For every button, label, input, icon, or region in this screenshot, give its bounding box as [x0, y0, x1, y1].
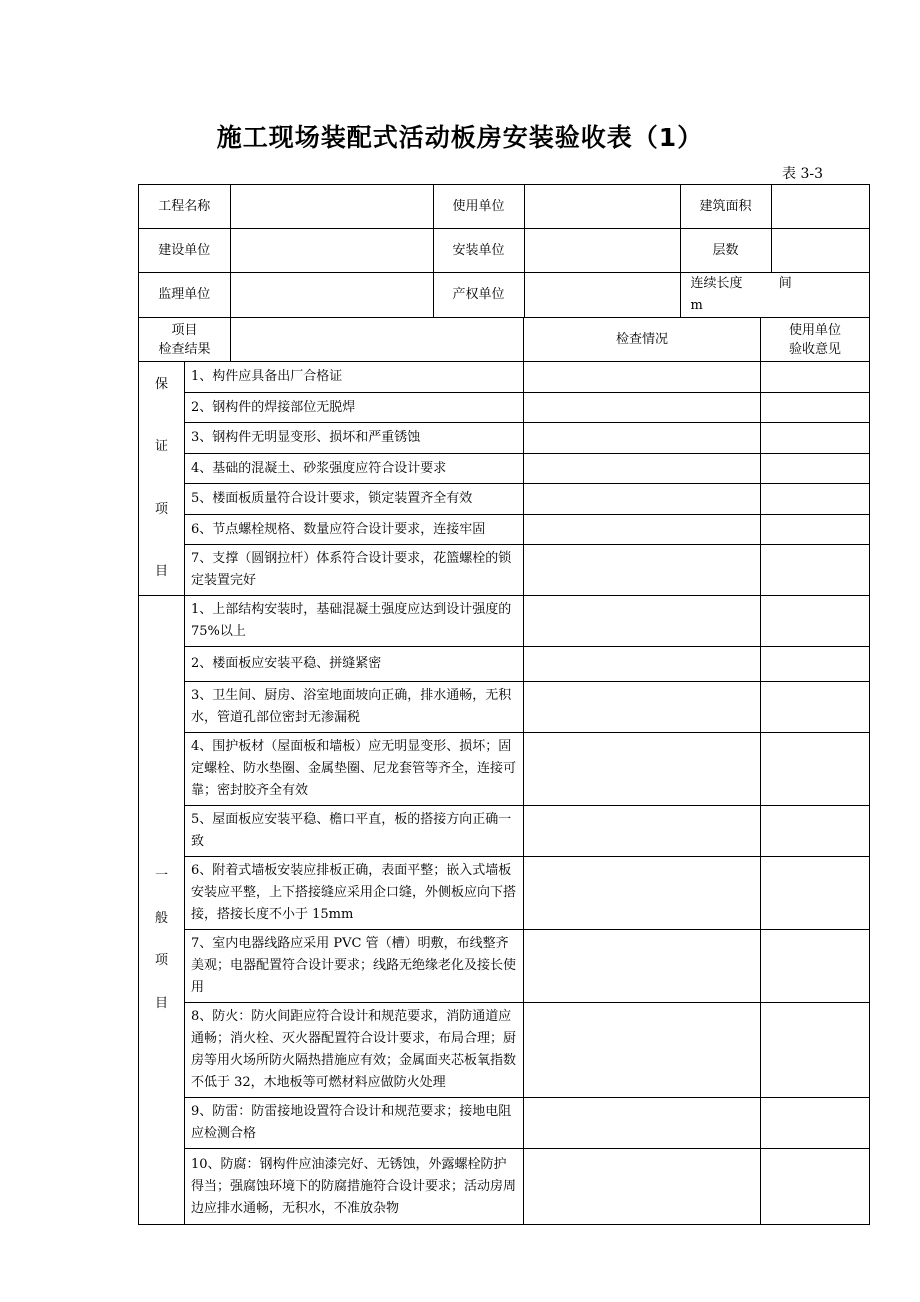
header-item-label: 项目: [171, 322, 198, 338]
guarantee-check-2[interactable]: [524, 393, 761, 423]
guarantee-opinion-5[interactable]: [761, 484, 870, 515]
guarantee-item-6: 6、节点螺栓规格、数量应符合设计要求，连接牢固: [185, 515, 524, 545]
guarantee-category: [139, 362, 185, 596]
general-opinion-1[interactable]: [761, 596, 870, 647]
meter-unit: m: [690, 298, 703, 313]
install-unit-value[interactable]: [524, 229, 680, 272]
supervision-unit-label: 监理单位: [139, 273, 230, 317]
guarantee-check-4[interactable]: [524, 454, 761, 484]
install-unit-label: 安装单位: [433, 229, 524, 272]
guarantee-char-1: 保: [154, 376, 168, 392]
general-check-2[interactable]: [524, 647, 761, 682]
guarantee-opinion-3[interactable]: [761, 423, 870, 454]
general-char-4: 目: [154, 995, 168, 1011]
guarantee-opinion-1[interactable]: [761, 362, 870, 393]
construction-unit-value[interactable]: [230, 229, 433, 272]
guarantee-char-4: 目: [154, 564, 168, 580]
general-check-5[interactable]: [524, 806, 761, 857]
length-label: 连续长度: [690, 276, 743, 291]
guarantee-opinion-4[interactable]: [761, 454, 870, 484]
general-item-4: 4、围护板材（屋面板和墙板）应无明显变形、损坏；固定螺栓、防水垫圈、金属垫圈、尼龙套管等齐全，连接可靠；密封胶齐全有效: [185, 733, 524, 806]
table-number: 表 3-3: [782, 166, 823, 182]
header-opinion-line2: 验收意见: [788, 341, 841, 357]
general-item-9: 9、防雷：防雷接地设置符合设计和规范要求；接地电阻应检测合格: [185, 1098, 524, 1149]
user-unit-value[interactable]: [524, 185, 680, 228]
guarantee-item-4: 4、基础的混凝土、砂浆强度应符合设计要求: [185, 454, 524, 484]
header-opinion-line1: 使用单位: [788, 322, 841, 338]
floors-label: 层数: [680, 229, 771, 272]
property-unit-value[interactable]: [524, 273, 680, 317]
page-title: 施工现场装配式活动板房安装验收表（1）: [216, 123, 704, 152]
general-opinion-4[interactable]: [761, 733, 870, 806]
general-check-6[interactable]: [524, 857, 761, 930]
supervision-unit-value[interactable]: [230, 273, 433, 317]
guarantee-item-2: 2、钢构件的焊接部位无脱焊: [185, 393, 524, 423]
general-check-7[interactable]: [524, 930, 761, 1003]
general-check-3[interactable]: [524, 682, 761, 733]
project-name-label: 工程名称: [139, 185, 230, 228]
guarantee-char-3: 项: [154, 501, 168, 517]
general-item-10: 10、防腐：钢构件应油漆完好、无锈蚀，外露螺栓防护得当；强腐蚀环境下的防腐措施符合设计要求；活动房周边应排水通畅，无积水，不准放杂物: [185, 1149, 524, 1225]
general-check-1[interactable]: [524, 596, 761, 647]
header-opinion-cell: [761, 318, 870, 362]
general-opinion-2[interactable]: [761, 647, 870, 682]
guarantee-opinion-2[interactable]: [761, 393, 870, 423]
guarantee-item-3: 3、钢构件无明显变形、损坏和严重锈蚀: [185, 423, 524, 454]
general-opinion-10[interactable]: [761, 1149, 870, 1225]
general-opinion-9[interactable]: [761, 1098, 870, 1149]
guarantee-check-7[interactable]: [524, 545, 761, 596]
general-check-4[interactable]: [524, 733, 761, 806]
general-category: [139, 596, 185, 1225]
info-row-2: [139, 229, 870, 273]
general-item-6: 6、附着式墙板安装应排板正确，表面平整；嵌入式墙板安装应平整，上下搭接缝应采用企口缝，外侧板应向下搭接，搭接长度不小于 15mm: [185, 857, 524, 930]
info-row-3: [139, 273, 870, 318]
general-char-3: 项: [154, 953, 168, 969]
general-opinion-3[interactable]: [761, 682, 870, 733]
building-area-label: 建筑面积: [680, 185, 771, 228]
guarantee-item-7: 7、支撑（圆钢拉杆）体系符合设计要求，花篮螺栓的锁定装置完好: [185, 545, 524, 596]
general-item-2: 2、楼面板应安装平稳、拼缝紧密: [185, 647, 524, 682]
header-result-label: 检查结果: [158, 341, 211, 357]
room-unit: 间: [778, 276, 792, 291]
guarantee-item-5: 5、楼面板质量符合设计要求，锁定装置齐全有效: [185, 484, 524, 515]
general-char-1: 一: [154, 868, 168, 883]
building-area-value[interactable]: [771, 185, 869, 228]
general-opinion-5[interactable]: [761, 806, 870, 857]
project-name-value[interactable]: [230, 185, 433, 228]
general-opinion-7[interactable]: [761, 930, 870, 1003]
guarantee-opinion-6[interactable]: [761, 515, 870, 545]
construction-unit-label: 建设单位: [139, 229, 230, 272]
guarantee-char-2: 证: [154, 439, 168, 455]
general-item-1: 1、上部结构安装时，基础混凝土强度应达到设计强度的 75%以上: [185, 596, 524, 647]
general-opinion-8[interactable]: [761, 1003, 870, 1098]
length-cell[interactable]: [680, 273, 869, 317]
general-check-8[interactable]: [524, 1003, 761, 1098]
info-row-1: [139, 185, 870, 229]
general-check-10[interactable]: [524, 1149, 761, 1225]
guarantee-opinion-7[interactable]: [761, 545, 870, 596]
user-unit-label: 使用单位: [433, 185, 524, 228]
general-item-7: 7、室内电器线路应采用 PVC 管（槽）明敷，布线整齐美观；电器配置符合设计要求；线路无绝缘老化及接长使用: [185, 930, 524, 1003]
floors-value[interactable]: [771, 229, 869, 272]
guarantee-check-1[interactable]: [524, 362, 761, 393]
guarantee-check-5[interactable]: [524, 484, 761, 515]
general-item-5: 5、屋面板应安装平稳、檐口平直，板的搭接方向正确一致: [185, 806, 524, 857]
header-check-label: 检查情况: [524, 318, 761, 362]
guarantee-item-1: 1、构件应具备出厂合格证: [185, 362, 524, 393]
general-check-9[interactable]: [524, 1098, 761, 1149]
header-item-cell: [139, 318, 524, 362]
acceptance-table: [138, 184, 870, 1225]
guarantee-check-3[interactable]: [524, 423, 761, 454]
guarantee-check-6[interactable]: [524, 515, 761, 545]
general-char-2: 般: [154, 910, 168, 926]
general-item-3: 3、卫生间、厨房、浴室地面坡向正确，排水通畅，无积水，管道孔部位密封无渗漏税: [185, 682, 524, 733]
property-unit-label: 产权单位: [433, 273, 524, 317]
general-opinion-6[interactable]: [761, 857, 870, 930]
general-item-8: 8、防火：防火间距应符合设计和规范要求，消防通道应通畅；消火栓、灭火器配置符合设计要求，布局合理；厨房等用火场所防火隔热措施应有效；金属面夹芯板氧指数不低于 32，木地板等可燃材料应做防火处理: [185, 1003, 524, 1098]
